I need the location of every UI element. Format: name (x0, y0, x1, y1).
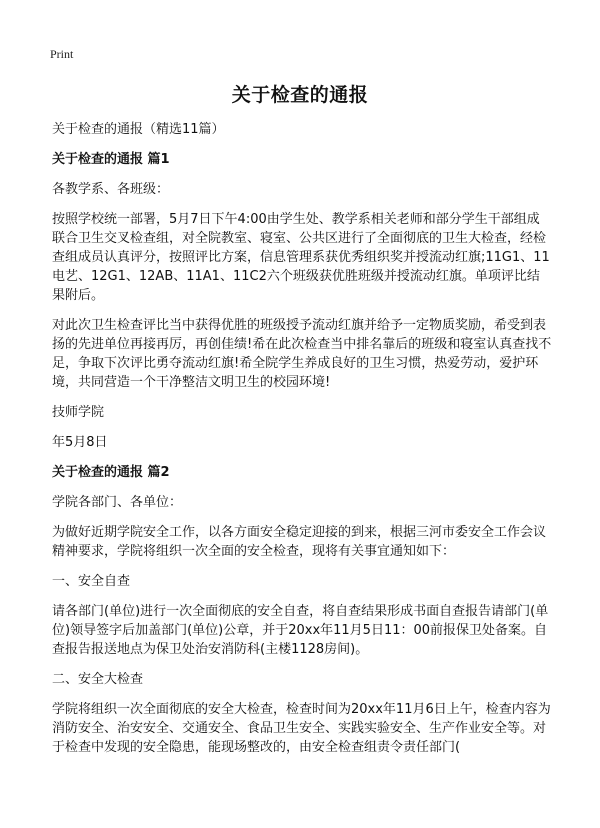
article-1-heading: 关于检查的通报 篇1 (52, 152, 170, 167)
document-body (52, 120, 552, 768)
article-2-section-1-title: 一、安全自查 (52, 574, 131, 589)
article-2-greeting: 学院各部门、各单位： (52, 495, 183, 510)
article-2-section-1-body: 请各部门(单位)进行一次全面彻底的安全自查，将自查结果形成书面自查报告请部门(单位)领导签字后加盖部门(单位)公章，并于20xx年11月5日11：00前报保卫处备案。自查报告报送地点为保卫处治安消防科(主楼1128房间)。 (52, 604, 549, 657)
page-title: 关于检查的通报 (231, 84, 369, 106)
article-1-paragraph-1: 按照学校统一部署，5月7日下午4:00由学生处、教学系相关老师和部分学生干部组成联合卫生交叉检查组，对全院教室、寝室、公共区进行了全面彻底的卫生大检查，经检查组成员认真评分，按照评比方案，信息管理系获优秀组织奖并授流动红旗;11G1、11电艺、12G1、12AB、11A1、11C2六个班级获优胜班级并授流动红旗。单项评比结果附后。 (52, 212, 550, 303)
article-2-intro: 为做好近期学院安全工作，以各方面安全稳定迎接的到来，根据三河市委安全工作会议精神要求，学院将组织一次全面的安全检查，现将有关事宜通知如下： (52, 525, 547, 559)
article-2-section-2-title: 二、安全大检查 (52, 672, 144, 687)
article-2-section-2-body: 学院将组织一次全面彻底的安全大检查，检查时间为20xx年11月6日上午，检查内容为消防安全、治安安全、交通安全、食品卫生安全、实践实验安全、生产作业安全等。对于检查中发现的安全隐患，能现场整改的，由安全检查组责令责任部门( (52, 702, 551, 755)
print-label: Print (50, 47, 74, 61)
document-subtitle: 关于检查的通报（精选11篇） (52, 122, 225, 137)
article-1-signature: 技师学院 (52, 405, 105, 420)
article-1-date: 年5月8日 (52, 435, 108, 450)
article-1-paragraph-2: 对此次卫生检查评比当中获得优胜的班级授予流动红旗并给予一定物质奖励，希受到表扬的先进单位再接再厉，再创佳绩!希在此次检查当中排名靠后的班级和寝室认真查找不足，争取下次评比勇夺流动红旗!希全院学生养成良好的卫生习惯，热爱劳动，爱护环境，共同营造一个干净整洁文明卫生的校园环境! (52, 318, 552, 390)
article-2-heading: 关于检查的通报 篇2 (52, 465, 170, 480)
article-1-greeting: 各教学系、各班级： (52, 182, 170, 197)
